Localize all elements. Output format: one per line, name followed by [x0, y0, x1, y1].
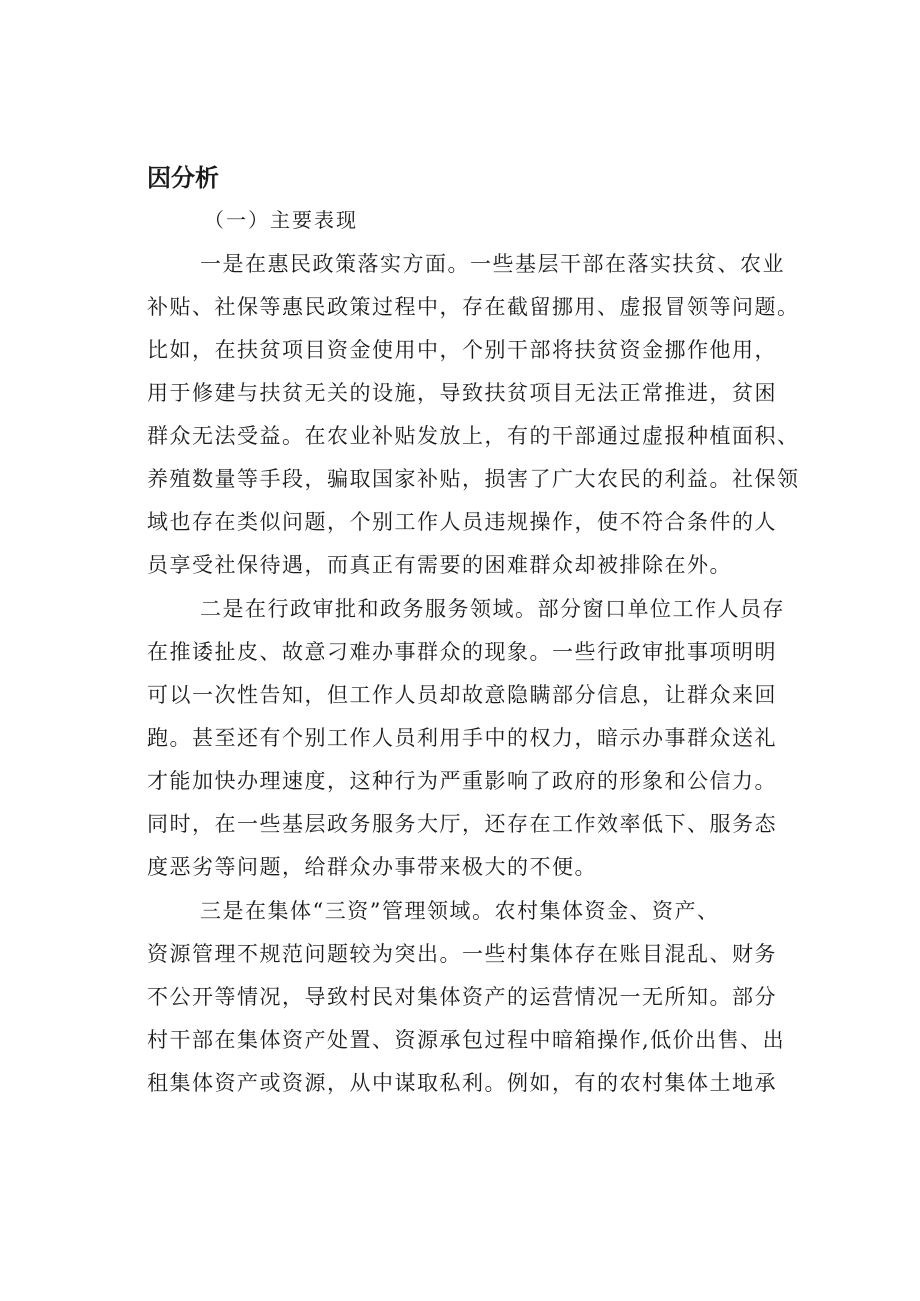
paragraph-line: 资源管理不规范问题较为突出。一些村集体存在账目混乱、财务	[147, 942, 777, 966]
paragraph-line: 域也存在类似问题，个别工作人员违规操作，使不符合条件的人	[147, 510, 777, 534]
paragraph-line: 一是在惠民政策落实方面。一些基层干部在落实扶贫、农业	[200, 252, 785, 276]
paragraph-line: 三是在集体“三资”管理领域。农村集体资金、资产、	[200, 899, 720, 923]
paragraph-line: 养殖数量等手段，骗取国家补贴，损害了广大农民的利益。社保领	[147, 467, 800, 491]
paragraph-line: 可以一次性告知，但工作人员却故意隐瞒部分信息，让群众来回	[147, 683, 777, 707]
paragraph-line: 比如，在扶贫项目资金使用中，个别干部将扶贫资金挪作他用，	[147, 338, 777, 362]
paragraph-line: 群众无法受益。在农业补贴发放上，有的干部通过虚报种植面积、	[147, 424, 800, 448]
paragraph-line: 补贴、社保等惠民政策过程中，存在截留挪用、虚报冒领等问题。	[147, 295, 800, 319]
paragraph-line: 用于修建与扶贫无关的设施，导致扶贫项目无法正常推进，贫困	[147, 381, 777, 405]
paragraph-line: 才能加快办理速度，这种行为严重影响了政府的形象和公信力。	[147, 769, 777, 793]
paragraph-line: 租集体资产或资源，从中谋取私利。例如，有的农村集体土地承	[147, 1071, 777, 1095]
section-heading: 因分析	[147, 164, 219, 192]
paragraph-line: 村干部在集体资产处置、资源承包过程中暗箱操作,低价出售、出	[147, 1028, 786, 1052]
paragraph-line: 跑。甚至还有个别工作人员利用手中的权力，暗示办事群众送礼	[147, 726, 777, 750]
paragraph-line: 度恶劣等问题，给群众办事带来极大的不便。	[147, 855, 597, 879]
paragraph-line: 二是在行政审批和政务服务领域。部分窗口单位工作人员存	[200, 597, 785, 621]
paragraph-line: 同时，在一些基层政务服务大厅，还存在工作效率低下、服务态	[147, 812, 777, 836]
paragraph-line: 在推诿扯皮、故意刁难办事群众的现象。一些行政审批事项明明	[147, 640, 777, 664]
paragraph-line: 不公开等情况，导致村民对集体资产的运营情况一无所知。部分	[147, 985, 777, 1009]
subsection-heading: （一）主要表现	[204, 208, 358, 232]
paragraph-line: 员享受社保待遇，而真正有需要的困难群众却被排除在外。	[147, 553, 732, 577]
